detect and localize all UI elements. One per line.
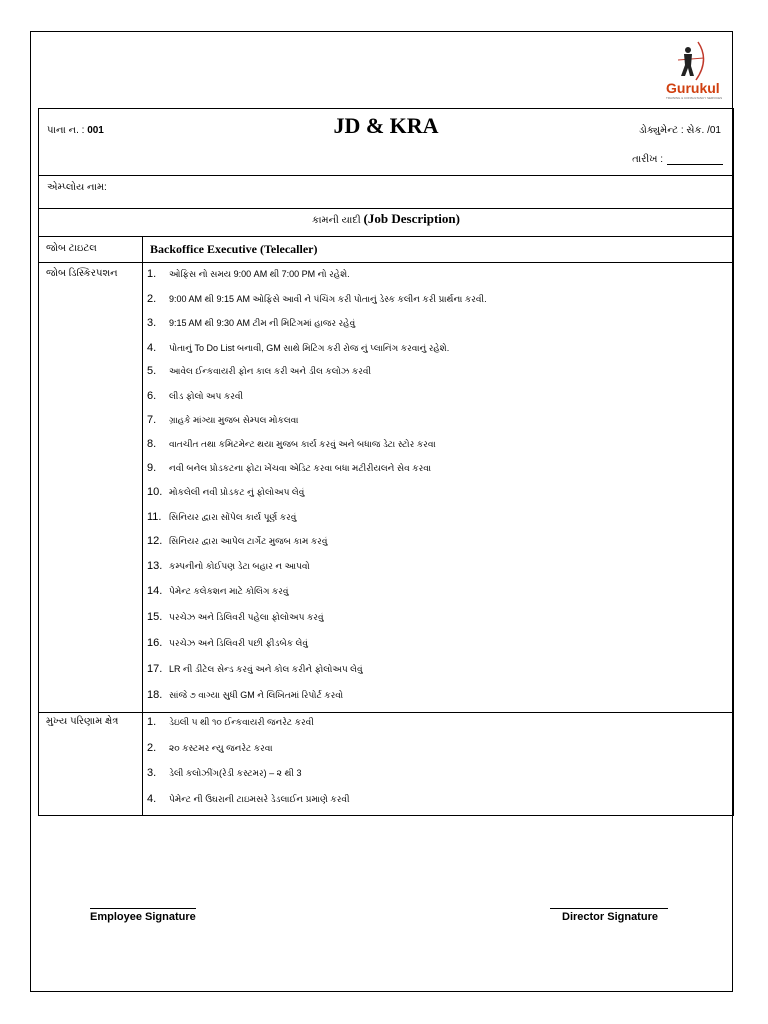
date-field: [632, 154, 723, 165]
jd-heading-gu: કામની યાદી: [312, 215, 361, 226]
item-number: 11.: [147, 511, 162, 523]
item-number: 8.: [147, 438, 157, 450]
item-text: પરચેઝ અને ડિલિવરી પહેલા ફોલોઅપ કરવું: [169, 612, 324, 622]
item-number: 4.: [147, 793, 157, 805]
item-number: 9.: [147, 462, 157, 474]
jd-heading-en: (Job Description): [363, 211, 460, 226]
item-text: નવી બનેલ પ્રોડકટના ફોટા ખેંચવા એડિટ કરવા બધા મટીરીયલને સેવ કરવા: [169, 463, 432, 473]
jd-item: [147, 365, 371, 377]
row-divider: [38, 262, 734, 263]
item-text: LR ની ડીટેલ સેન્ડ કરવું અને કોલ કરીને ફોલોઅપ લેવું: [169, 664, 363, 674]
jd-item: [147, 535, 327, 547]
item-text: પરચેઝ અને ડિલિવરી પછી ફીડબેક લેવું: [169, 638, 308, 648]
kra-item: [147, 793, 350, 805]
item-text: લીડ ફોલો અપ કરવી: [169, 391, 244, 401]
item-number: 14.: [147, 585, 163, 597]
item-number: 5.: [147, 365, 157, 377]
logo-tagline: TRAINING & CONSULTANCY SERVICES: [666, 96, 723, 100]
item-number: 17.: [147, 663, 163, 675]
jd-item: [147, 268, 350, 280]
jd-item: [147, 611, 324, 623]
item-text: ગ્રાહકે માંગ્યા મુજબ સેમ્પલ મોકલવા: [169, 415, 299, 425]
item-number: 6.: [147, 390, 157, 402]
employee-signature-label: Employee Signature: [90, 911, 196, 923]
item-number: 2.: [147, 293, 157, 305]
jd-item: [147, 637, 308, 649]
document-header: [38, 108, 734, 176]
director-signature-label: Director Signature: [562, 911, 658, 923]
item-text: પેમેન્ટ કલેકશન માટે કોલિંગ કરવું: [169, 586, 289, 596]
jd-item: [147, 317, 355, 329]
job-title-label: જોબ ટાઇટલ: [46, 243, 97, 254]
item-text: સિનિયર દ્વારા સોંપેલ કાર્ય પૂર્ણ કરવું: [169, 512, 297, 522]
item-number: 16.: [147, 637, 163, 649]
kra-item: [147, 716, 314, 728]
item-number: 1.: [147, 268, 157, 280]
director-signature-line: [550, 908, 668, 909]
table-divider: [142, 237, 143, 816]
company-logo: [632, 40, 732, 104]
item-text: ડેઇલી ૫ થી ૧૦ ઈન્કવાયરી જનરેટ કરવી: [169, 717, 314, 727]
item-number: 10.: [147, 486, 163, 498]
archer-icon: [670, 40, 710, 82]
item-number: 18.: [147, 689, 163, 701]
date-line: [667, 154, 723, 165]
item-number: 2.: [147, 742, 157, 754]
item-text: સાંજે ૭ વાગ્યા સુધી GM ને લિખિતમાં રિપોર્ટ કરવો: [169, 690, 344, 700]
jd-item: [147, 390, 243, 402]
item-number: 12.: [147, 535, 163, 547]
item-number: 1.: [147, 716, 157, 728]
job-description-label: જોબ ડિસ્કિરપશન: [46, 268, 118, 279]
item-text: સિનિયર દ્વારા આપેલ ટાર્ગેટ મુજબ કામ કરવું: [169, 536, 328, 546]
item-text: ઓફિસ નો સમય 9:00 AM થી 7:00 PM નો રહેશે.: [169, 269, 350, 279]
date-label: તારીખ :: [632, 154, 663, 165]
jd-item: [147, 585, 289, 597]
jd-item: [147, 414, 298, 426]
item-number: 7.: [147, 414, 157, 426]
item-text: ૨૦ કસ્ટમર ન્યુ જનરેટ કરવા: [169, 743, 273, 753]
kra-item: [147, 742, 273, 754]
item-text: વાતચીત તથા કમિટમેન્ટ થયા મુજબ કાર્ય કરવું અને બધાજ ડેટા સ્ટોર કરવા: [169, 439, 436, 449]
document-title: JD & KRA: [333, 113, 439, 138]
item-text: મોકલેલી નવી પ્રોડકટ નું ફોલોઅપ લેવું: [169, 487, 305, 497]
jd-item: [147, 462, 431, 474]
document-code: ડોક્યુમેન્ટ : સેક. /01: [638, 125, 721, 136]
employee-name-row: એમ્પ્લોય નામ:: [38, 176, 734, 209]
kra-item: [147, 767, 301, 779]
jd-item: [147, 689, 343, 701]
item-text: પોતાનું To Do List બનાવી, GM સાથે મિટિંગ કરી રોજ નું પ્લાનિંગ કરવાનું રહેશે.: [169, 343, 450, 353]
item-text: 9:00 AM થી 9:15 AM ઓફિસે આવી ને પંચિંગ કરી પોતાનું ડેસ્ક કલીન કરી પ્રાર્થના કરવી.: [169, 294, 487, 304]
jd-item: [147, 438, 436, 450]
jd-item: [147, 511, 296, 523]
item-number: 3.: [147, 767, 157, 779]
jd-item: [147, 663, 363, 675]
job-title-value: Backoffice Executive (Telecaller): [150, 242, 318, 256]
item-text: ડેલી કલોઝીંગ(રેડી કસ્ટમર) – ૨ થી 3: [169, 768, 302, 778]
page-number-value: 001: [87, 125, 104, 136]
employee-signature-line: [90, 908, 196, 909]
jd-item: [147, 342, 449, 354]
item-number: 15.: [147, 611, 163, 623]
jd-item: [147, 560, 310, 572]
item-text: આવેલ ઈન્કવાયરી ફોન કાલ કરી અને ડીલ કલોઝ કરવી: [169, 366, 372, 376]
item-text: પેમેન્ટ ની ઉઘરાની ટાઇમસરે ડેડલાઈન પ્રમાણે કરવી: [169, 794, 350, 804]
job-description-heading: [38, 209, 734, 237]
jd-item: [147, 486, 304, 498]
item-text: કમ્પનીનો કોઈપણ ડેટા બહાર ન આપવો: [169, 561, 310, 571]
logo-brand: Gurukul: [666, 80, 720, 96]
row-divider: [38, 712, 734, 713]
kra-label: મુખ્ય પરિણામ ક્ષેત્ર: [46, 716, 119, 727]
item-number: 3.: [147, 317, 157, 329]
item-number: 4.: [147, 342, 157, 354]
page-label: પાના ન. :: [47, 125, 85, 136]
jd-item: [147, 293, 487, 305]
item-text: 9:15 AM થી 9:30 AM ટીમ ની મિટિંગમાં હાજર રહેવું: [169, 318, 356, 328]
item-number: 13.: [147, 560, 163, 572]
